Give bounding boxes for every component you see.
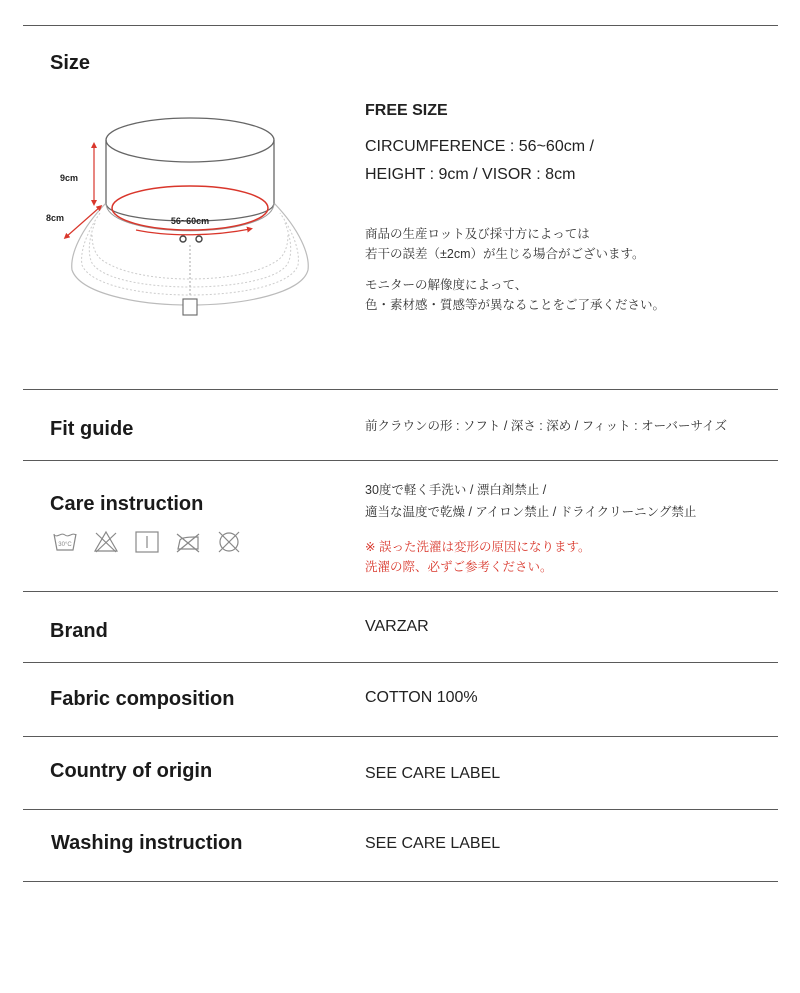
hat-size-diagram <box>40 105 330 325</box>
height-label: 9cm <box>60 173 79 183</box>
fabric-composition-value: COTTON 100% <box>365 689 478 706</box>
wash-temp-label: 30°C <box>58 542 72 548</box>
brand-heading: Brand <box>50 620 108 642</box>
size-heading: Size <box>50 52 91 74</box>
size-note-line1: 商品の生産ロット及び採寸方によっては <box>365 227 590 241</box>
washing-instruction-heading: Washing instruction <box>51 832 243 854</box>
care-instruction-heading: Care instruction <box>50 493 204 515</box>
divider <box>23 809 778 810</box>
care-warning-line1: ※ 誤った洗濯は変形の原因になります。 <box>365 540 591 554</box>
line-dry-icon <box>134 530 160 554</box>
washing-instruction-value: SEE CARE LABEL <box>365 835 501 852</box>
care-warning-line2: 洗濯の際、必ずご参考ください。 <box>365 560 553 574</box>
hand-wash-30-icon <box>52 530 78 554</box>
care-line2: 適当な温度で乾燥 / アイロン禁止 / ドライクリーニング禁止 <box>365 505 697 519</box>
divider <box>23 591 778 592</box>
monitor-note-line2: 色・素材感・質感等が異なることをご了承ください。 <box>365 298 666 312</box>
circumference-label: 56~60cm <box>170 216 210 226</box>
visor-label: 8cm <box>46 213 65 223</box>
divider <box>23 881 778 882</box>
divider <box>23 460 778 461</box>
care-icons <box>52 530 242 554</box>
size-note-line2: 若干の誤差（±2cm）が生じる場合がございます。 <box>365 247 645 261</box>
no-iron-icon <box>175 530 201 554</box>
divider <box>23 736 778 737</box>
fit-guide-heading: Fit guide <box>50 418 134 440</box>
free-size-title: FREE SIZE <box>365 102 448 119</box>
country-of-origin-value: SEE CARE LABEL <box>365 765 501 782</box>
circumference-text: CIRCUMFERENCE : 56~60cm / <box>365 138 594 155</box>
care-line1: 30度で軽く手洗い / 漂白剤禁止 / <box>365 483 547 497</box>
divider <box>23 389 778 390</box>
brand-value: VARZAR <box>365 618 429 635</box>
country-of-origin-heading: Country of origin <box>50 760 213 782</box>
no-dry-clean-icon <box>216 530 242 554</box>
monitor-note-line1: モニターの解像度によって、 <box>365 278 528 292</box>
divider <box>23 662 778 663</box>
divider <box>23 25 778 26</box>
fabric-composition-heading: Fabric composition <box>50 688 235 710</box>
height-visor-text: HEIGHT : 9cm / VISOR : 8cm <box>365 166 576 183</box>
fit-guide-value: 前クラウンの形 : ソフト / 深さ : 深め / フィット : オーバーサイズ <box>365 419 727 433</box>
no-bleach-icon <box>93 530 119 554</box>
